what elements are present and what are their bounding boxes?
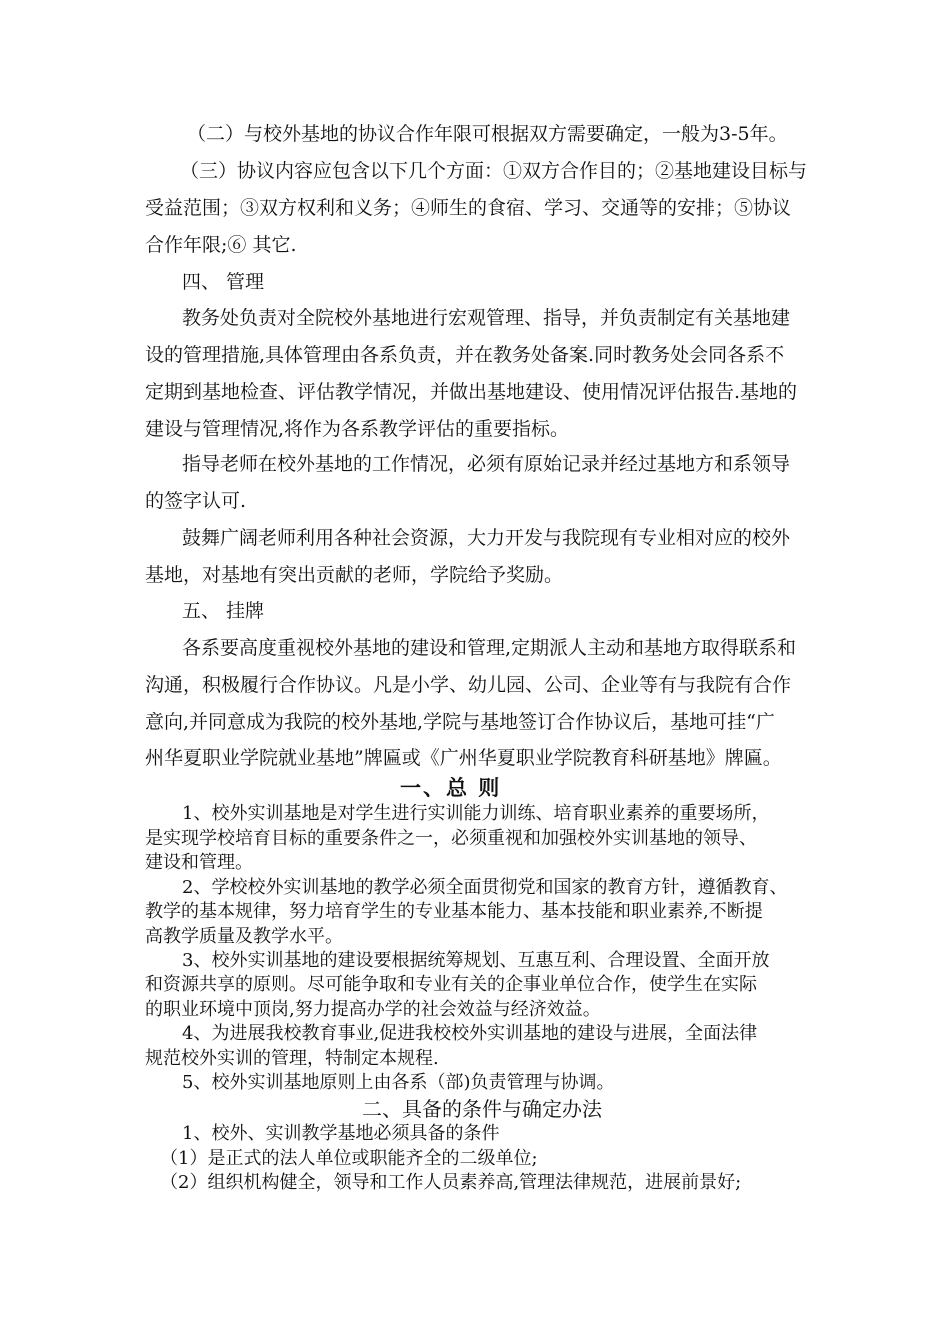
text-line: 的职业环境中顶岗,努力提高办学的社会效益与经济效益。 bbox=[145, 999, 601, 1020]
text-line: 2、学校校外实训基地的教学必须全面贯彻党和国家的教育方针，遵循教育、 bbox=[182, 877, 788, 898]
text-line: （二）与校外基地的协议合作年限可根据双方需要确定，一般为3-5年。 bbox=[187, 123, 788, 145]
section-heading-management: 四、 管理 bbox=[182, 271, 265, 293]
text-line: 是实现学校培育目标的重要条件之一，必须重视和加强校外实训基地的领导、 bbox=[145, 828, 757, 849]
text-line: 州华夏职业学院就业基地”牌匾或《广州华夏职业学院教育科研基地》牌匾。 bbox=[145, 747, 782, 769]
heading-conditions: 二、具备的条件与确定办法 bbox=[362, 1097, 602, 1121]
text-line: 合作年限;⑥ 其它. bbox=[145, 234, 297, 256]
text-line: （1）是正式的法人单位或职能齐全的二级单位; bbox=[160, 1148, 538, 1169]
text-line: 基地，对基地有突出贡献的老师，学院给予奖励。 bbox=[145, 564, 564, 586]
text-line: 沟通，积极履行合作协议。凡是小学、幼儿园、公司、企业等有与我院有合作 bbox=[145, 674, 792, 696]
text-line: 的签字认可. bbox=[145, 490, 247, 512]
text-line: 各系要高度重视校外基地的建设和管理,定期派人主动和基地方取得联系和 bbox=[182, 637, 797, 659]
text-line: 高教学质量及教学水平。 bbox=[145, 926, 343, 947]
text-line: 定期到基地检查、评估教学情况，并做出基地建设、使用情况评估报告.基地的 bbox=[145, 381, 798, 403]
section-heading-plaque: 五、 挂牌 bbox=[182, 600, 265, 622]
text-line: 建设与管理情况,将作为各系教学评估的重要指标。 bbox=[145, 418, 570, 440]
text-line: 1、校外实训基地是对学生进行实训能力训练、培育职业素养的重要场所， bbox=[182, 803, 770, 824]
text-line: 建设和管理。 bbox=[145, 852, 253, 873]
text-line: 规范校外实训的管理，特制定本规程. bbox=[145, 1048, 439, 1069]
text-line: 3、校外实训基地的建设要根据统筹规划、互惠互利、合理设置、全面开放 bbox=[182, 950, 770, 971]
heading-general: 一、总 则 bbox=[400, 775, 502, 800]
text-line: 和资源共享的原则。尽可能争取和专业有关的企事业单位合作，使学生在实际 bbox=[145, 974, 757, 995]
text-line: 指导老师在校外基地的工作情况，必须有原始记录并经过基地方和系领导 bbox=[182, 453, 791, 475]
text-line: 设的管理措施,具体管理由各系负责，并在教务处备案.同时教务处会同各系不 bbox=[145, 344, 785, 366]
text-line: 1、校外、实训教学基地必须具备的条件 bbox=[182, 1123, 500, 1144]
text-line: 意向,并同意成为我院的校外基地,学院与基地签订合作协议后，基地可挂“广 bbox=[145, 711, 775, 733]
text-line: 教学的基本规律，努力培育学生的专业基本能力、基本技能和职业素养,不断提 bbox=[145, 901, 763, 922]
text-line: 教务处负责对全院校外基地进行宏观管理、指导，并负责制定有关基地建 bbox=[182, 307, 791, 329]
text-line: 4、为进展我校教育事业,促进我校校外实训基地的建设与进展，全面法律 bbox=[182, 1023, 758, 1044]
text-line: 5、校外实训基地原则上由各系（部)负责管理与协调。 bbox=[182, 1072, 615, 1093]
text-line: （2）组织机构健全，领导和工作人员素养高,管理法律规范，进展前景好; bbox=[160, 1172, 742, 1193]
text-line: 鼓舞广阔老师利用各种社会资源，大力开发与我院现有专业相对应的校外 bbox=[182, 527, 791, 549]
text-line: （三）协议内容应包含以下几个方面：①双方合作目的；②基地建设目标与 bbox=[180, 160, 808, 182]
text-line: 受益范围；③双方权利和义务；④师生的食宿、学习、交通等的安排；⑤协议 bbox=[145, 197, 792, 219]
